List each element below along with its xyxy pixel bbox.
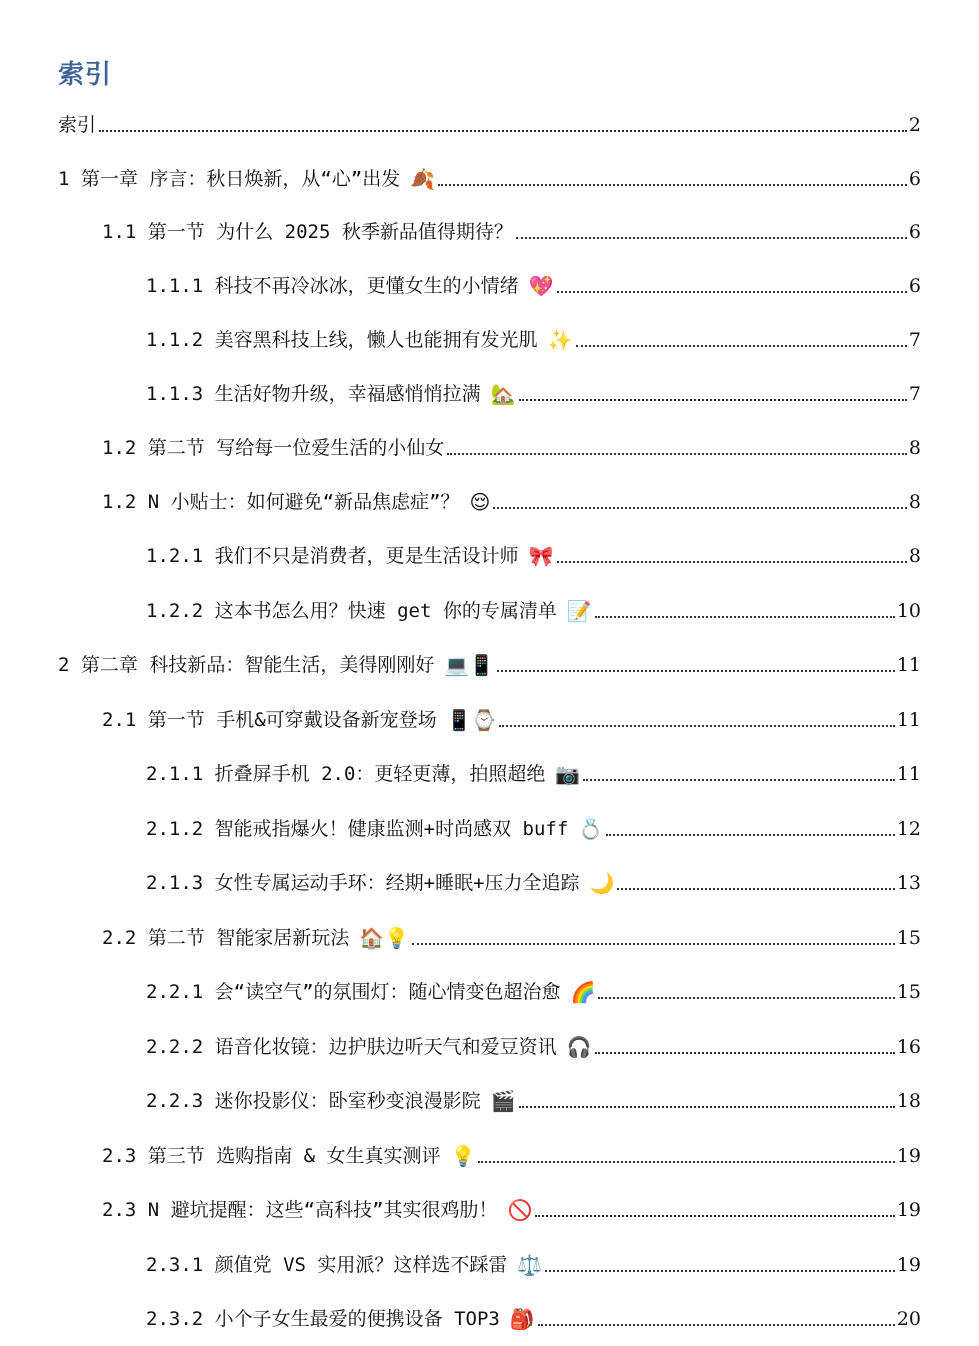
dot-leader <box>583 779 895 781</box>
ribbon-icon: 🎀 <box>528 544 554 568</box>
toc-entry-label: 1 第一章 序言：秋日焕新，从“心”出发 <box>58 168 401 190</box>
toc-entry-1-2[interactable] <box>102 431 921 461</box>
toc-page-number: 10 <box>896 600 921 622</box>
toc-entry-1-1-2[interactable] <box>146 323 921 353</box>
toc-page-number: 19 <box>896 1145 921 1167</box>
toc-entry-chapter-2[interactable] <box>58 648 921 678</box>
toc-entry-label: 2.3.1 颜值党 VS 实用派？这样选不踩雷 <box>146 1254 508 1276</box>
toc-page-number: 8 <box>908 437 921 459</box>
toc-page-number: 13 <box>896 872 921 894</box>
light-bulb-icon: 💡 <box>450 1144 476 1168</box>
toc-page-number: 16 <box>896 1036 921 1058</box>
toc-entry-1-2-n[interactable] <box>102 485 921 515</box>
house-garden-icon: 🏡 <box>490 382 516 406</box>
toc-entry-1-2-1[interactable] <box>146 539 921 569</box>
dot-leader <box>99 130 907 132</box>
toc-page-number: 20 <box>896 1308 921 1330</box>
toc-entry-1-1-3[interactable] <box>146 377 921 407</box>
dot-leader <box>538 1324 895 1326</box>
toc-page-number: 8 <box>908 491 921 513</box>
toc-entry-label: 1.2.1 我们不只是消费者，更是生活设计师 <box>146 545 519 567</box>
dot-leader <box>595 1052 895 1054</box>
dot-leader <box>519 1106 895 1108</box>
toc-entry-label: 2.2.2 语音化妆镜：边护肤边听天气和爱豆资讯 <box>146 1036 557 1058</box>
dot-leader <box>557 561 907 563</box>
toc-entry-label: 1.2 N 小贴士：如何避免“新品焦虑症”？ <box>102 491 460 513</box>
toc-page-number: 6 <box>908 168 921 190</box>
toc-page-number: 11 <box>896 709 921 731</box>
dot-leader <box>576 345 907 347</box>
toc-entry-label: 1.1.3 生活好物升级，幸福感悄悄拉满 <box>146 383 481 405</box>
toc-page-number: 19 <box>896 1254 921 1276</box>
toc-entry-1-2-2[interactable] <box>146 594 921 624</box>
toc-entry-label: 索引 <box>58 114 97 136</box>
toc-entry-label: 2.1 第一节 手机&可穿戴设备新宠登场 <box>102 709 437 731</box>
toc-page-number: 19 <box>896 1199 921 1221</box>
toc-entry-label: 2.3 N 避坑提醒：这些“高科技”其实很鸡肋！ <box>102 1199 498 1221</box>
relieved-face-icon: 😌 <box>469 490 491 514</box>
toc-entry-label: 2 第二章 科技新品：智能生活，美得刚刚好 <box>58 654 435 676</box>
toc-heading: 索引 <box>58 60 113 90</box>
dot-leader <box>499 725 894 727</box>
sparkles-icon: ✨ <box>547 328 573 352</box>
toc-entry-label: 2.1.2 智能戒指爆火！健康监测+时尚感双 buff <box>146 818 569 840</box>
laptop-phone-icon: 💻📱 <box>444 653 495 677</box>
memo-icon: 📝 <box>566 599 592 623</box>
toc-entry-chapter-1[interactable] <box>58 162 921 192</box>
toc-entry-2-2-3[interactable] <box>146 1084 921 1114</box>
clapper-board-icon: 🎬 <box>490 1089 516 1113</box>
ring-icon: 💍 <box>578 817 604 841</box>
toc-entry-label: 2.2.3 迷你投影仪：卧室秒变浪漫影院 <box>146 1090 481 1112</box>
toc-entry-2-1-3[interactable] <box>146 866 921 896</box>
backpack-icon: 🎒 <box>509 1307 535 1331</box>
toc-page-number: 15 <box>896 927 921 949</box>
toc-page-number: 18 <box>896 1090 921 1112</box>
dot-leader <box>493 507 907 509</box>
toc-entry-1-1[interactable] <box>102 215 921 245</box>
prohibited-icon: 🚫 <box>507 1198 533 1222</box>
camera-icon: 📷 <box>555 762 581 786</box>
dot-leader <box>519 399 907 401</box>
sparkling-heart-icon: 💖 <box>528 274 554 298</box>
toc-entry-label: 2.2.1 会“读空气”的氛围灯：随心情变色超治愈 <box>146 981 561 1003</box>
dot-leader <box>438 184 907 186</box>
toc-entry-2-2-2[interactable] <box>146 1030 921 1060</box>
dot-leader <box>497 670 895 672</box>
dot-leader <box>535 1215 894 1217</box>
toc-entry-2-1-1[interactable] <box>146 757 921 787</box>
toc-entry-label: 2.3 第三节 选购指南 & 女生真实测评 <box>102 1145 441 1167</box>
toc-page-number: 8 <box>908 545 921 567</box>
toc-page-number: 6 <box>908 221 921 243</box>
dot-leader <box>617 888 894 890</box>
toc-entry-index[interactable] <box>58 108 921 138</box>
toc-page-number: 2 <box>908 114 921 136</box>
dot-leader <box>447 453 907 455</box>
toc-page-number: 7 <box>908 329 921 351</box>
balance-scale-icon: ⚖️ <box>517 1253 543 1277</box>
dot-leader <box>606 834 895 836</box>
dot-leader <box>557 291 907 293</box>
toc-entry-2-2[interactable] <box>102 921 921 951</box>
toc-page-number: 11 <box>896 654 921 676</box>
toc-entry-label: 1.2 第二节 写给每一位爱生活的小仙女 <box>102 437 445 459</box>
toc-entry-2-3[interactable] <box>102 1139 921 1169</box>
toc-entry-1-1-1[interactable] <box>146 269 921 299</box>
toc-entry-label: 2.1.3 女性专属运动手环：经期+睡眠+压力全追踪 <box>146 872 580 894</box>
house-bulb-icon: 🏠💡 <box>359 926 410 950</box>
phone-watch-icon: 📱⌚ <box>446 708 497 732</box>
toc-entry-2-1-2[interactable] <box>146 812 921 842</box>
dot-leader <box>412 943 895 945</box>
toc-entry-label: 1.1 第一节 为什么 2025 秋季新品值得期待？ <box>102 221 513 243</box>
headphone-icon: 🎧 <box>566 1035 592 1059</box>
toc-entry-label: 2.1.1 折叠屏手机 2.0：更轻更薄，拍照超绝 <box>146 763 546 785</box>
rainbow-icon: 🌈 <box>570 980 596 1004</box>
dot-leader <box>598 997 894 999</box>
fallen-leaf-icon: 🍂 <box>410 167 436 191</box>
crescent-moon-icon: 🌙 <box>589 871 615 895</box>
toc-entry-2-3-n[interactable] <box>102 1193 921 1223</box>
toc-entry-label: 2.2 第二节 智能家居新玩法 <box>102 927 350 949</box>
dot-leader <box>478 1161 894 1163</box>
dot-leader <box>545 1270 895 1272</box>
dot-leader <box>595 616 895 618</box>
toc-entry-2-3-2[interactable] <box>146 1302 921 1332</box>
toc-entry-label: 1.2.2 这本书怎么用？快速 get 你的专属清单 <box>146 600 557 622</box>
dot-leader <box>516 237 907 239</box>
toc-entry-label: 2.3.2 小个子女生最爱的便携设备 TOP3 <box>146 1308 500 1330</box>
toc-page-number: 15 <box>896 981 921 1003</box>
toc-page-number: 6 <box>908 275 921 297</box>
toc-page-number: 7 <box>908 383 921 405</box>
toc-entry-2-2-1[interactable] <box>146 975 921 1005</box>
toc-page-number: 12 <box>896 818 921 840</box>
toc-entry-label: 1.1.2 美容黑科技上线，懒人也能拥有发光肌 <box>146 329 538 351</box>
toc-page-number: 11 <box>896 763 921 785</box>
toc-entry-2-3-1[interactable] <box>146 1248 921 1278</box>
toc-entry-2-1[interactable] <box>102 703 921 733</box>
toc-entry-label: 1.1.1 科技不再冷冰冰，更懂女生的小情绪 <box>146 275 519 297</box>
